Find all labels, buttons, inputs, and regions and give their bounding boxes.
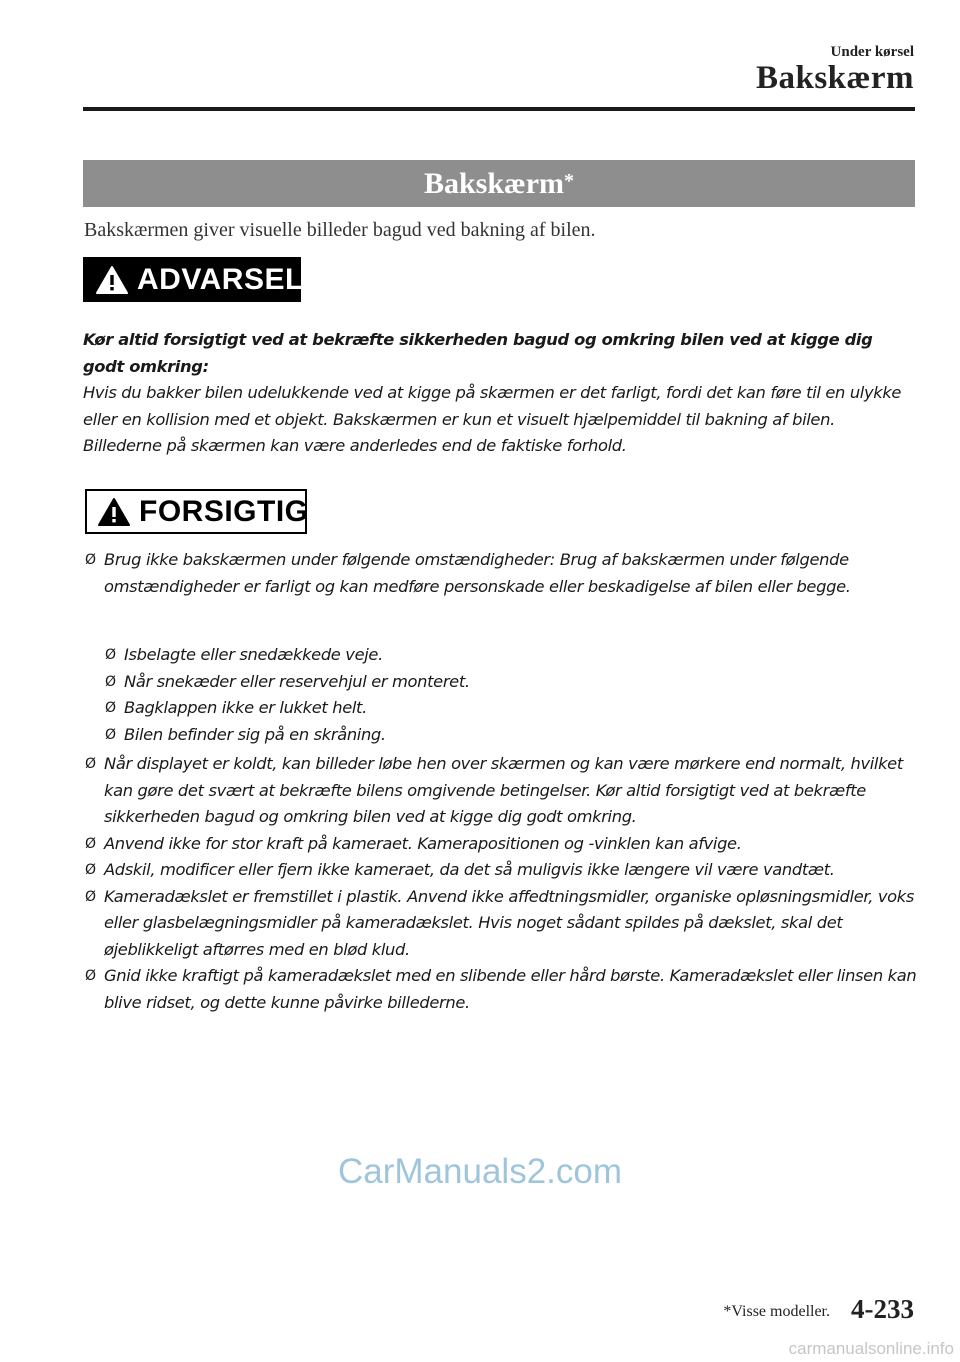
caution-label bbox=[85, 489, 307, 534]
bullet-arrow-icon: Ø bbox=[105, 726, 116, 743]
bullet-arrow-icon: Ø bbox=[85, 888, 96, 905]
warning-label-text: ADVARSEL bbox=[137, 262, 304, 296]
bullet-arrow-icon: Ø bbox=[85, 756, 96, 772]
list-item: Ø Adskil, modificer eller fjern ikke kameraet, da det så muligvis ikke længere vil være vandtæt. bbox=[83, 857, 918, 884]
footnote: *Visse modeller. bbox=[723, 1303, 830, 1320]
header-page-title: Bakskærm bbox=[755, 60, 914, 96]
list-item: Ø Når displayet er koldt, kan billeder løbe hen over skærmen og kan være mørkere end normalt, hvilket kan gøre det svært at bekræfte bilens omgivende betingelser. Kør altid forsigtigt ved at bekræfte sikkerheden bagud og omkring bilen ved at kigge dig godt omkring. bbox=[83, 751, 918, 831]
site-footer-text: carmanualsonline.info bbox=[720, 1336, 960, 1362]
caution-label-text: FORSIGTIG bbox=[139, 494, 309, 528]
warning-bold-text: Kør altid forsigtigt ved at bekræfte sikkerheden bagud og omkring bilen ved at kigge dig godt omkring: bbox=[83, 330, 873, 376]
list-item: Ø Kameradækslet er fremstillet i plastik. Anvend ikke affedtningsmidler, organiske opløsningsmidler, voks eller glasbelægningsmidler på kameradækslet. Hvis noget sådant spildes på dækslet, skal det øjeblikkeligt aftørres med en blød klud. bbox=[83, 884, 918, 964]
header-divider bbox=[83, 107, 915, 111]
intro-paragraph: Bakskærmen giver visuelle billeder bagud ved bakning af bilen. bbox=[84, 219, 596, 241]
list-item: Ø Bilen befinder sig på en skråning. bbox=[83, 722, 918, 749]
warning-triangle-icon bbox=[95, 265, 129, 295]
page-number: 4-233 bbox=[851, 1294, 914, 1324]
list-item: Ø Isbelagte eller snedækkede veje. bbox=[83, 642, 918, 669]
bullet-arrow-icon: Ø bbox=[105, 700, 116, 716]
section-banner bbox=[83, 160, 915, 207]
caution-sub-list bbox=[83, 642, 918, 748]
section-title-marker: * bbox=[564, 170, 575, 192]
caution-list bbox=[83, 751, 918, 1016]
list-item: Ø Når snekæder eller reservehjul er monteret. bbox=[83, 669, 918, 696]
bullet-arrow-icon: Ø bbox=[85, 968, 96, 984]
list-item: Ø Anvend ikke for stor kraft på kameraet. Kamerapositionen og -vinklen kan afvige. bbox=[83, 831, 918, 858]
watermark-text: CarManuals2.com bbox=[338, 1152, 622, 1191]
list-item: Ø Brug ikke bakskærmen under følgende omstændigheder: Brug af bakskærmen under følgende omstændigheder er farligt og kan medføre personskade eller beskadigelse af bilen eller begge. bbox=[83, 547, 918, 600]
caution-triangle-icon bbox=[97, 497, 131, 527]
caution-list-first bbox=[83, 547, 918, 600]
bullet-arrow-icon: Ø bbox=[105, 647, 116, 663]
warning-body-text: Hvis du bakker bilen udelukkende ved at kigge på skærmen er det farligt, fordi det kan føre til en ulykke eller en kollision med et objekt. Bakskærmen er kun et visuelt hjælpemiddel til bakning af bilen. Billederne på skærmen kan være anderledes end de faktiske forhold. bbox=[83, 383, 902, 455]
bullet-arrow-icon: Ø bbox=[85, 862, 96, 878]
header-section-name: Under kørsel bbox=[830, 44, 914, 60]
section-title: Bakskærm bbox=[423, 167, 565, 200]
warning-label bbox=[83, 257, 304, 302]
bullet-arrow-icon: Ø bbox=[85, 835, 96, 852]
bullet-arrow-icon: Ø bbox=[85, 552, 96, 568]
list-item: Ø Gnid ikke kraftigt på kameradækslet med en slibende eller hård børste. Kameradækslet eller linsen kan blive ridset, og dette kunne påvirke billederne. bbox=[83, 963, 918, 1016]
list-item: Ø Bagklappen ikke er lukket helt. bbox=[83, 695, 918, 722]
bullet-arrow-icon: Ø bbox=[105, 673, 116, 690]
